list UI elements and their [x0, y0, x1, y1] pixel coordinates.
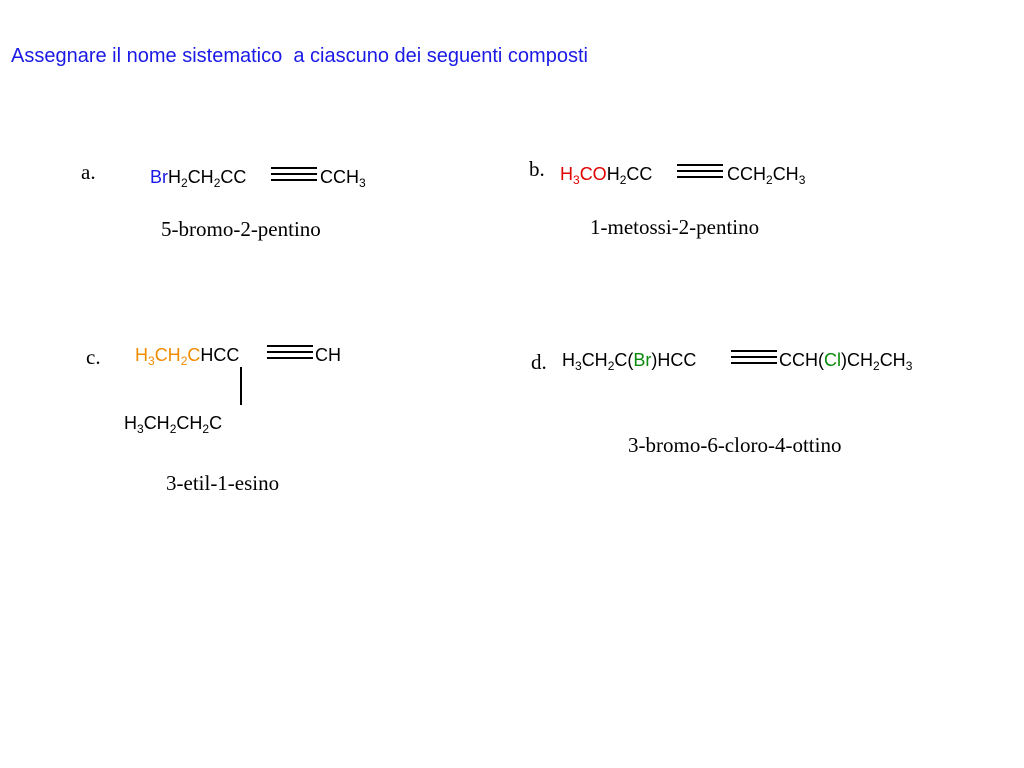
triple-bond-a [271, 167, 317, 181]
formula-d-left: $H_3CH_2C(Br)HCC$ [562, 350, 697, 373]
formula-c-main: $H_3CH_2CHCC$ [135, 345, 240, 368]
name-c: 3-etil-1-esino [166, 471, 280, 495]
triple-bond-b [677, 164, 723, 178]
name-d: 3-bromo-6-cloro-4-ottino [628, 433, 842, 457]
formula-a-left: $BrH_2CH_2CC$ [150, 167, 247, 190]
branch-bond-c [240, 367, 242, 405]
label-a: a. [81, 160, 96, 184]
formula-c-branch: $H_3CH_2CH_2C$ [124, 413, 223, 436]
label-c: c. [86, 345, 101, 369]
triple-bond-c [267, 345, 313, 359]
formula-d-right: $CCH(Cl)CH_2CH_3$ [779, 350, 913, 373]
label-d: d. [531, 350, 547, 374]
formula-b-left: $H_3COH_2CC$ [560, 164, 653, 187]
formula-a-right: $CCH_3$ [320, 167, 366, 190]
slide-title: Assegnare il nome sistematico a ciascuno dei seguenti composti [11, 45, 588, 67]
formula-b-right: $CCH_2CH_3$ [727, 164, 806, 187]
triple-bond-d [731, 350, 777, 364]
label-b: b. [529, 157, 545, 181]
name-a: 5-bromo-2-pentino [161, 217, 321, 241]
name-b: 1-metossi-2-pentino [590, 215, 760, 239]
formula-c-right: CH [315, 345, 341, 365]
